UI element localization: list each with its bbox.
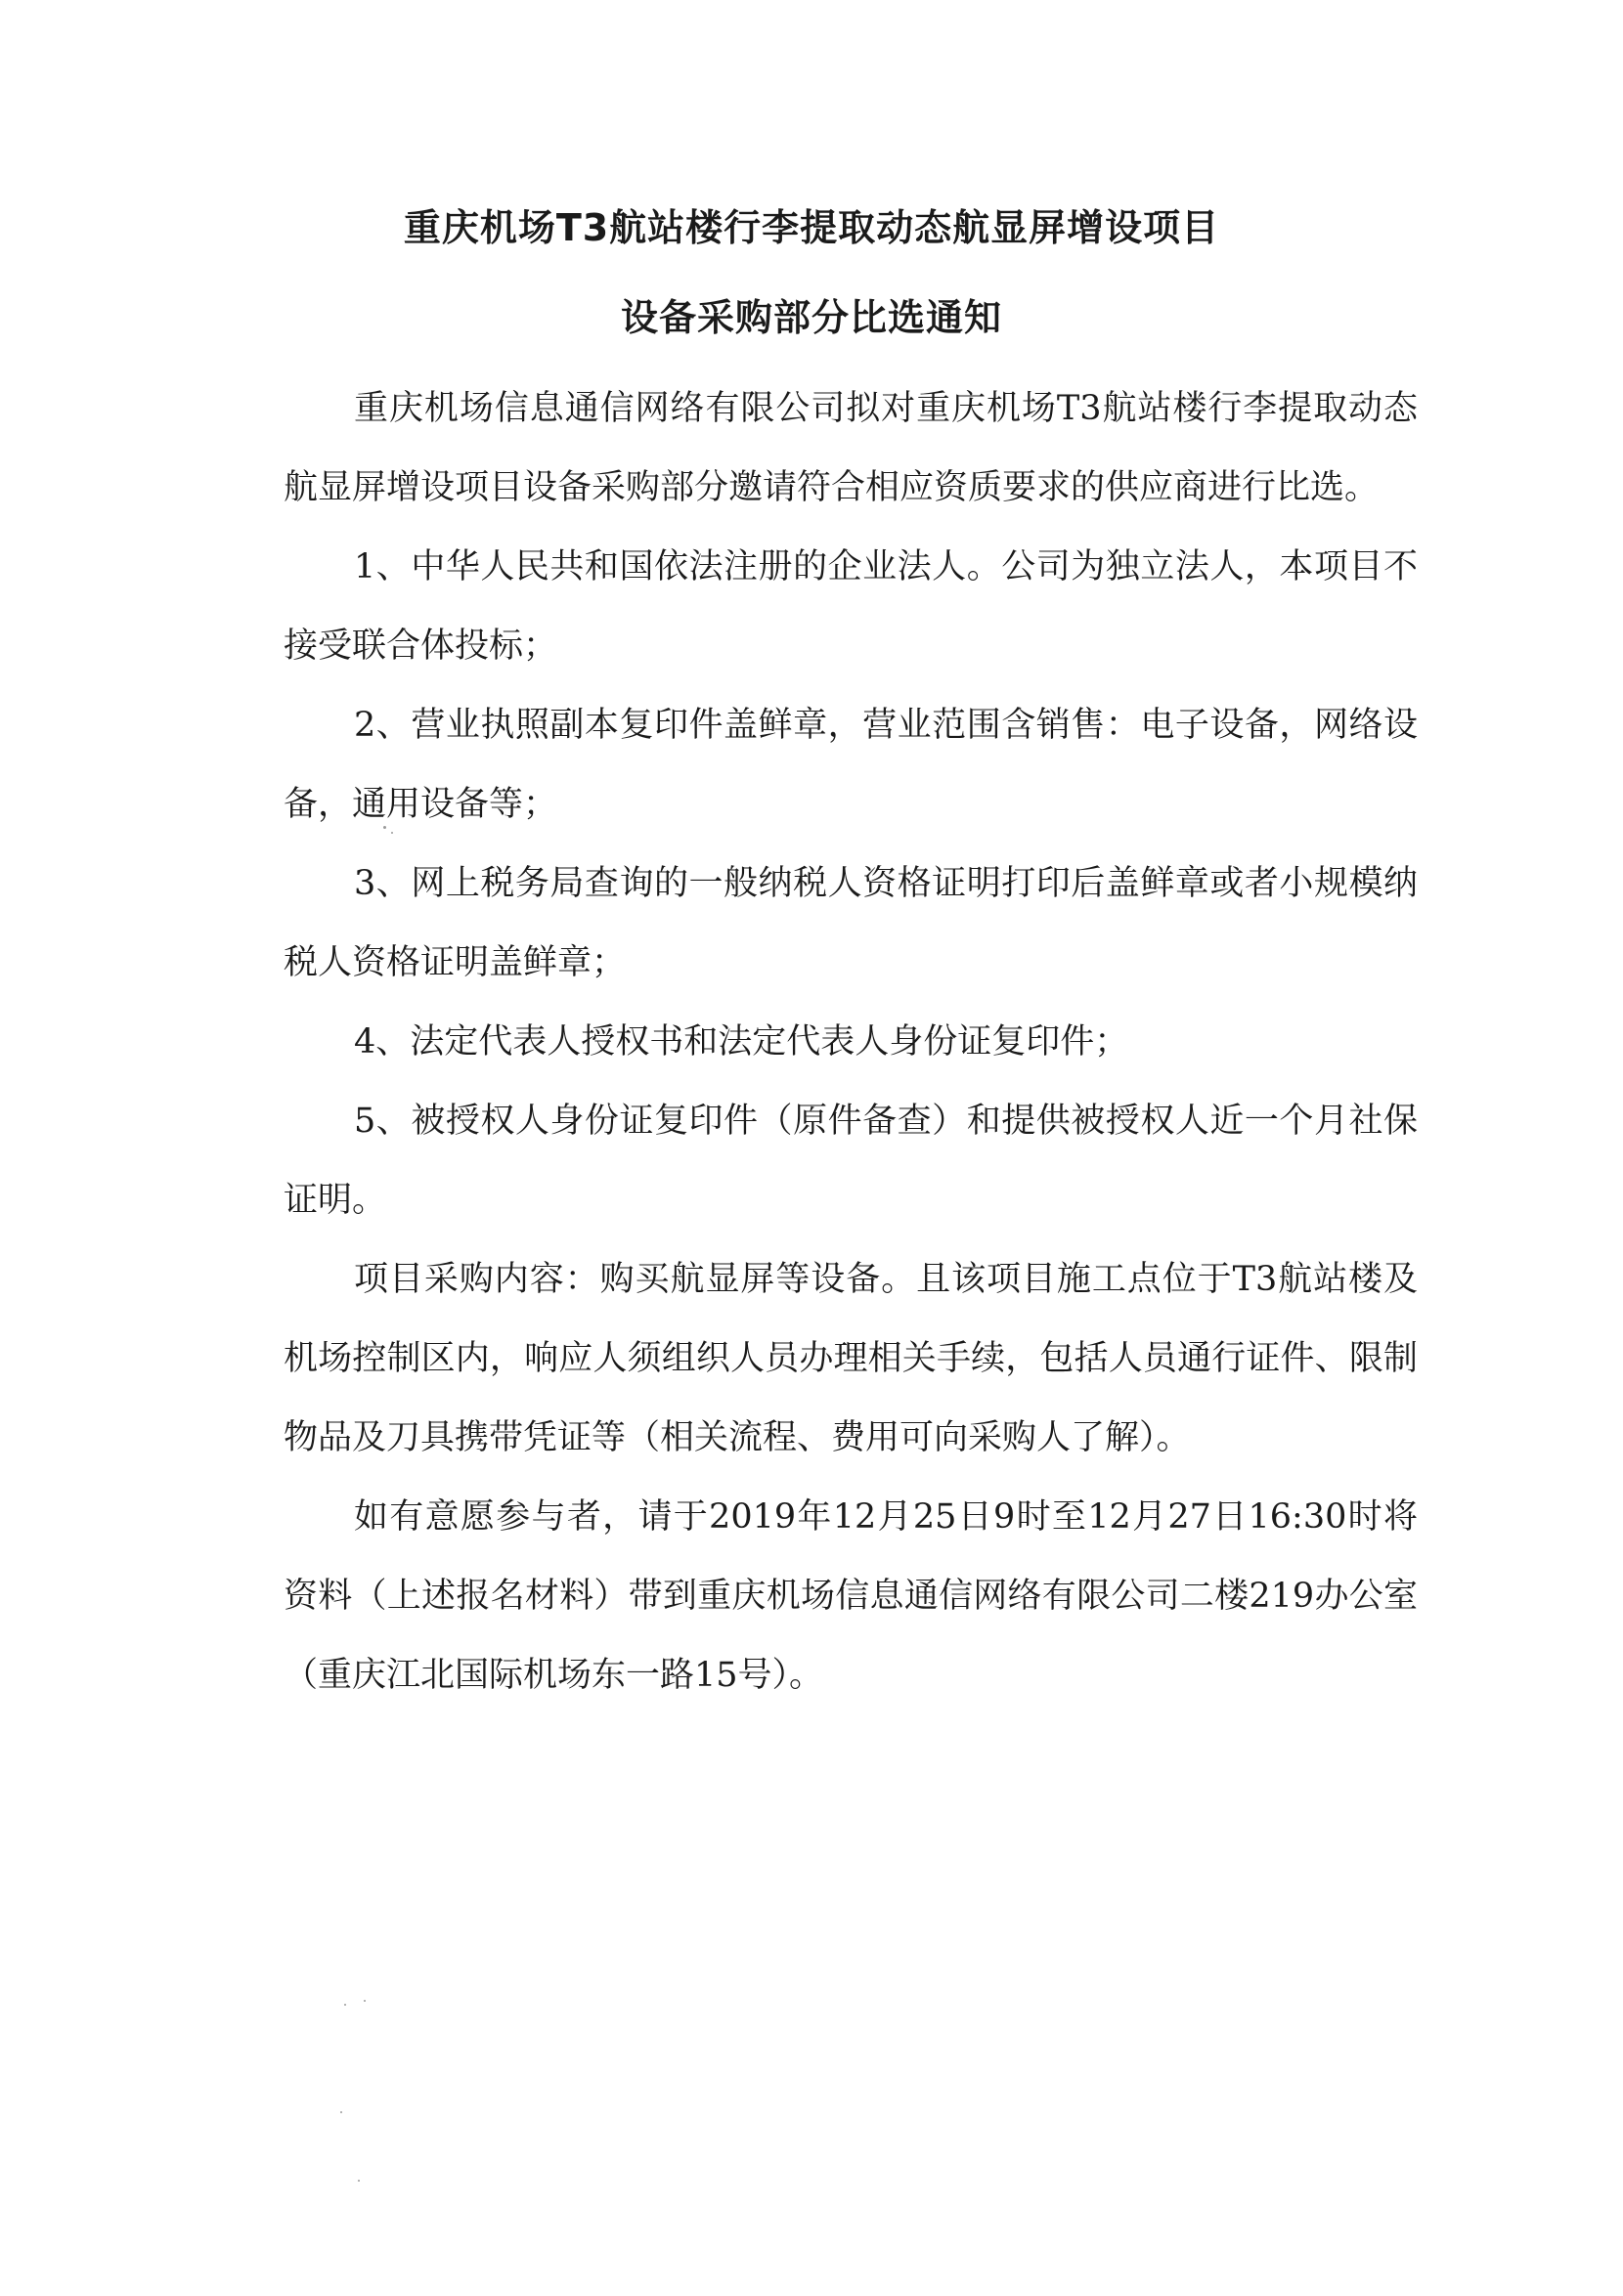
- procurement-content-paragraph: 项目采购内容：购买航显屏等设备。且该项目施工点位于T3航站楼及机场控制区内，响应人须组织人员办理相关手续，包括人员通行证件、限制物品及刀具携带凭证等（相关流程、费用可向采购人了解）。: [284, 1260, 1418, 1457]
- scan-speck: [391, 832, 393, 834]
- document-title-line-2: 设备采购部分比选通知: [620, 296, 1002, 339]
- intro-paragraph: 重庆机场信息通信网络有限公司拟对重庆机场T3航站楼行李提取动态航显屏增设项目设备采购部分邀请符合相应资质要求的供应商进行比选。: [284, 389, 1418, 507]
- requirement-2: 2、营业执照副本复印件盖鲜章，营业范围含销售：电子设备，网络设备，通用设备等；: [284, 706, 1418, 824]
- requirement-4: 4、法定代表人授权书和法定代表人身份证复印件；: [354, 1022, 1129, 1061]
- scan-speck: [340, 2111, 342, 2113]
- registration-paragraph: 如有意愿参与者，请于2019年12月25日9时至12月27日16:30时将资料（上述报名材料）带到重庆机场信息通信网络有限公司二楼219办公室（重庆江北国际机场东一路15号）。: [284, 1497, 1418, 1695]
- requirement-1: 1、中华人民共和国依法注册的企业法人。公司为独立法人，本项目不接受联合体投标；: [284, 547, 1418, 666]
- scan-speck: [358, 2180, 360, 2182]
- requirement-5: 5、被授权人身份证复印件（原件备查）和提供被授权人近一个月社保证明。: [284, 1102, 1418, 1220]
- document-body: [284, 369, 1418, 1715]
- document-title-line-1: 重庆机场T3航站楼行李提取动态航显屏增设项目: [403, 206, 1220, 249]
- requirement-3: 3、网上税务局查询的一般纳税人资格证明打印后盖鲜章或者小规模纳税人资格证明盖鲜章；: [284, 864, 1418, 982]
- scan-speck: [344, 2004, 346, 2006]
- scan-speck: [364, 2000, 366, 2002]
- scan-speck: [383, 826, 386, 829]
